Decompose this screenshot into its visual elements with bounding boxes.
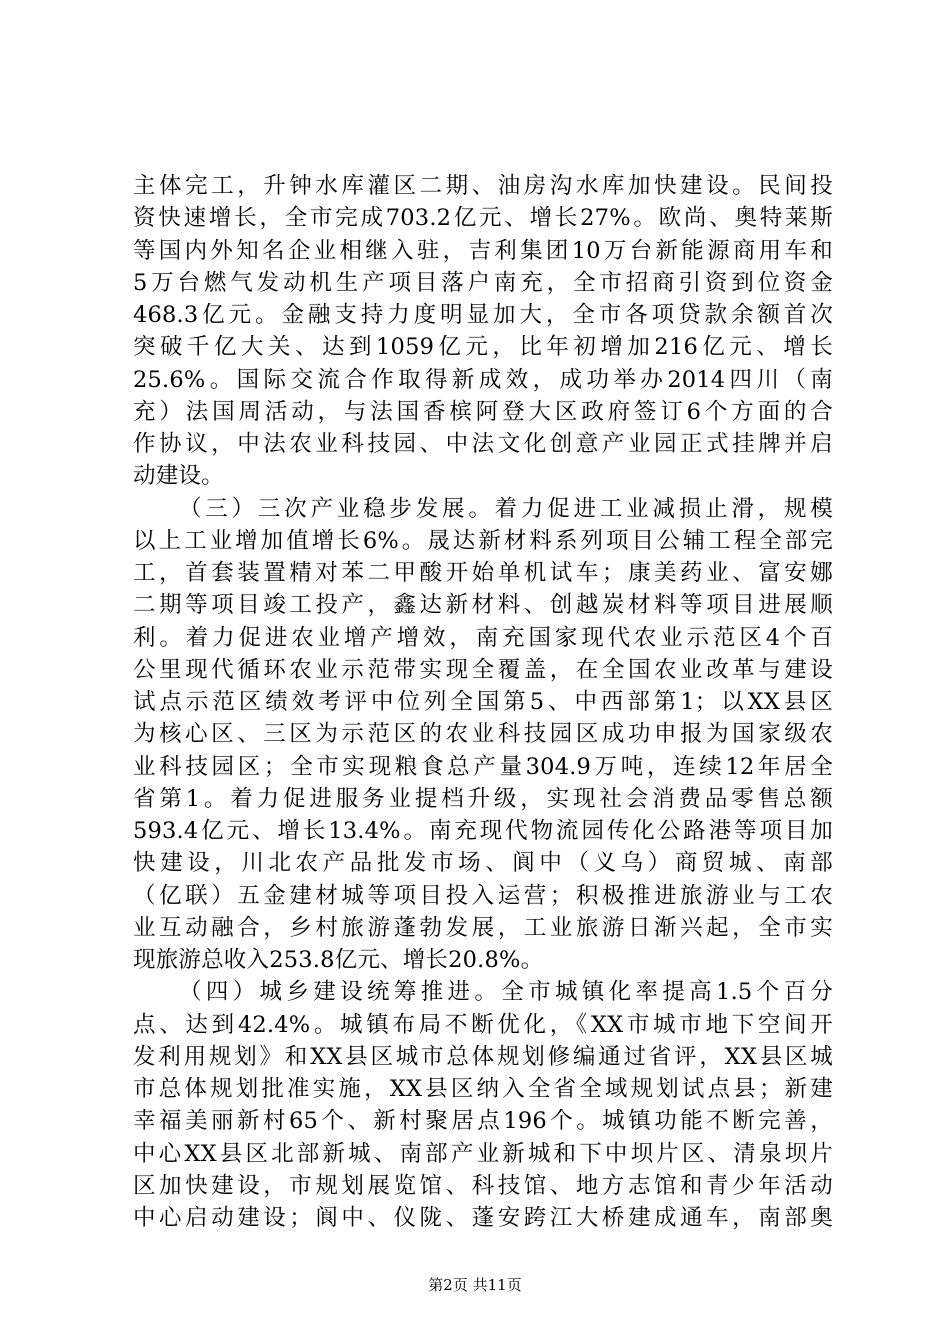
text-line: 二期等项目竣工投产，鑫达新材料、创越炭材料等项目进展顺	[133, 592, 833, 619]
text-line: 中心XX县区北部新城、南部产业新城和下中坝片区、清泉坝片	[133, 1140, 833, 1167]
text-line: 为核心区、三区为示范区的农业科技园区成功申报为国家级农	[133, 721, 833, 748]
text-line: 公里现代循环农业示范带实现全覆盖，在全国农业改革与建设	[133, 656, 833, 683]
text-line: 主体完工，升钟水库灌区二期、油房沟水库加快建设。民间投	[133, 173, 833, 199]
text-line: 快建设，川北农产品批发市场、阆中（义乌）商贸城、南部	[133, 850, 833, 877]
text-line: 幸福美丽新村65个、新村聚居点196个。城镇功能不断完善，	[133, 1108, 833, 1135]
paragraph-first-line: （四）城乡建设统筹推进。全市城镇化率提高1.5个百分	[179, 979, 833, 1006]
text-line: 468.3亿元。金融支持力度明显加大，全市各项贷款余额首次	[133, 302, 833, 328]
text-line: 区加快建设，市规划展览馆、科技馆、地方志馆和青少年活动	[133, 1172, 833, 1199]
text-line: 发利用规划》和XX县区城市总体规划修编通过省评，XX县区城	[133, 1043, 833, 1070]
page-number-footer: 第2页 共11页	[428, 1276, 522, 1294]
text-line: 现旅游总收入253.8亿元、增长20.8%。	[133, 947, 544, 973]
text-line: 突破千亿大关、达到1059亿元，比年初增加216亿元、增长	[133, 334, 833, 361]
text-line: 试点示范区绩效考评中位列全国第5、中西部第1；以XX县区	[133, 689, 833, 715]
text-line: 省第1。着力促进服务业提档升级，实现社会消费品零售总额	[133, 785, 833, 812]
text-line: 充）法国周活动，与法国香槟阿登大区政府签订6个方面的合	[133, 398, 833, 425]
text-line: 利。着力促进农业增产增效，南充国家现代农业示范区4个百	[133, 624, 833, 651]
text-line: 市总体规划批准实施，XX县区纳入全省全域规划试点县；新建	[133, 1076, 833, 1102]
text-line: 等国内外知名企业相继入驻，吉利集团10万台新能源商用车和	[133, 237, 833, 264]
text-line: 以上工业增加值增长6%。晟达新材料系列项目公辅工程全部完	[133, 527, 833, 554]
text-line: 593.4亿元、增长13.4%。南充现代物流园传化公路港等项目加	[133, 818, 833, 844]
text-line: 5万台燃气发动机生产项目落户南充，全市招商引资到位资金	[133, 269, 833, 296]
text-line: 25.6%。国际交流合作取得新成效，成功举办2014四川（南	[133, 366, 833, 393]
text-line: 动建设。	[133, 463, 224, 490]
text-line: 业互动融合，乡村旅游蓬勃发展，工业旅游日渐兴起，全市实	[133, 914, 833, 941]
text-line: 工，首套装置精对苯二甲酸开始单机试车；康美药业、富安娜	[133, 560, 833, 586]
document-body	[133, 170, 833, 1234]
text-line: 点、达到42.4%。城镇布局不断优化，《XX市城市地下空间开	[133, 1011, 833, 1038]
text-line: 资快速增长，全市完成703.2亿元、增长27%。欧尚、奥特莱斯	[133, 205, 833, 232]
text-line: 业科技园区；全市实现粮食总产量304.9万吨，连续12年居全	[133, 753, 833, 780]
text-line: （亿联）五金建材城等项目投入运营；积极推进旅游业与工农	[133, 882, 833, 909]
text-line: 中心启动建设；阆中、仪陇、蓬安跨江大桥建成通车，南部奥	[133, 1205, 833, 1231]
text-line: 作协议，中法农业科技园、中法文化创意产业园正式挂牌并启	[133, 431, 833, 457]
paragraph-first-line: （三）三次产业稳步发展。着力促进工业减损止滑，规模	[179, 495, 833, 522]
